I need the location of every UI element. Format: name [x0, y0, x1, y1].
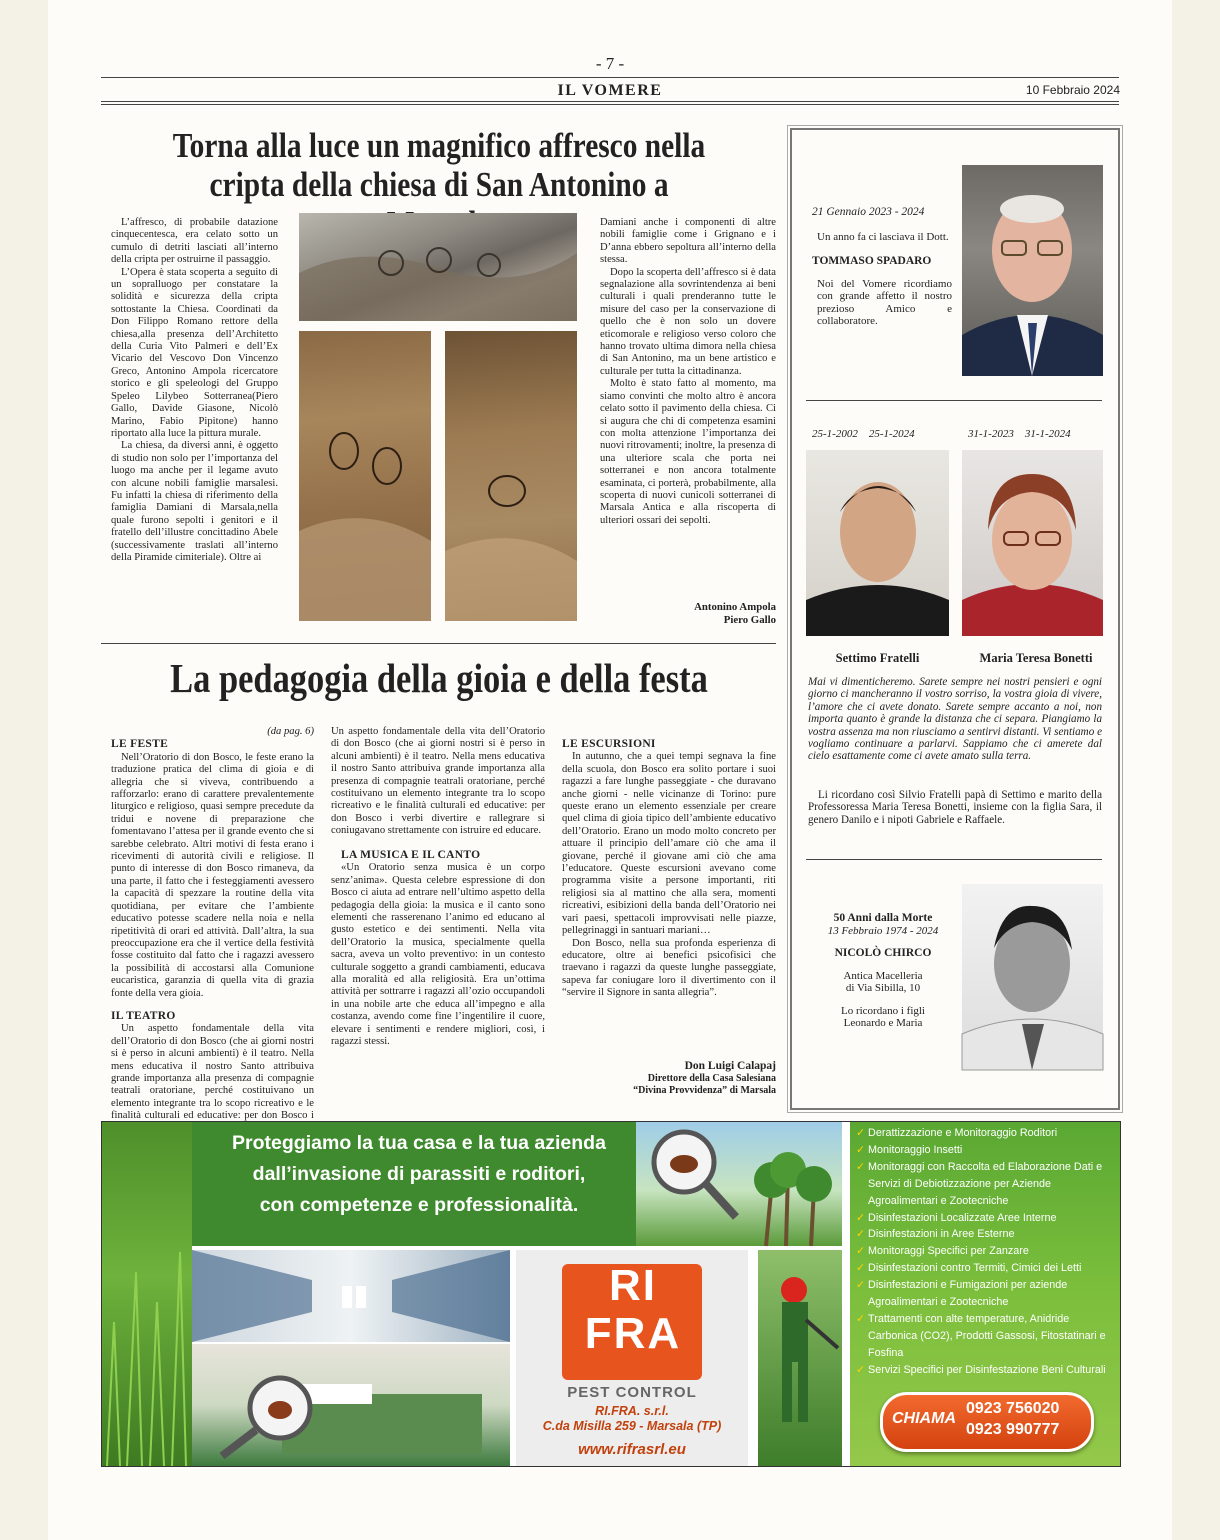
check-icon: ✓: [856, 1261, 866, 1275]
obituary-spadaro: [812, 206, 952, 328]
obituary-dates: 13 Febbraio 1974 - 2024: [827, 924, 939, 937]
pest-worker-image: [758, 1250, 842, 1466]
continued-text: Un aspetto fondamentale della vita dell’Oratorio di don Bosco (che ai giorni nostri si è perso in alcuni ambienti) è il teatro. Nella mens educativa il nostro Santo attribuiva grande importanza alla presenza di compagnie teatrali oratoriane, perché costituivano un elemento integrante tra lo scopo ricreativo e le finalità culturali ed educative: per don Bosco i verbi divertire e rallegrare si coniugavano strettamente con istruire ed educare.: [331, 726, 545, 837]
paragraph: Dopo la scoperta dell’affresco si è data segnalazione alla sovrintendenza ai beni culturali i quali prenderanno tutte le misure del caso per la conservazione di quello che è non solo un dovere eticomorale e religioso verso coloro che hanno trovato ultima dimora nella chiesa di San Antonino, ma un bene artistico e culturale per tutta la cittadinanza.: [600, 266, 776, 377]
service-item: [856, 1362, 1118, 1379]
service-item: [856, 1125, 1118, 1142]
company-website[interactable]: www.rifrasrl.eu: [578, 1441, 686, 1458]
ad-headline-line: con competenze e professionalità.: [259, 1194, 579, 1216]
fresco-detail-image: [445, 331, 577, 621]
portrait-young-man-image: [806, 450, 949, 636]
check-icon: ✓: [856, 1362, 866, 1376]
ad-headline-line: Proteggiamo la tua casa e la tua azienda: [232, 1132, 606, 1154]
check-icon: ✓: [856, 1126, 866, 1139]
service-item: [856, 1243, 1118, 1260]
headline-line: cripta della chiesa di San Antonino a: [209, 165, 669, 205]
paragraph: Un aspetto fondamentale della vita dell’Oratorio di don Bosco (che ai giorni nostri si è perso in alcuni ambienti) è il teatro. Nella mens educativa il nostro Santo attribuiva grande importanza alla presenza di compagnie teatrali oratoriane, perché costituivano un elemento integrante tra lo scopo ricreativo e le finalità culturali ed educative: per don Bosco i: [111, 1023, 314, 1122]
portrait-tommaso-spadaro: [962, 165, 1103, 376]
obituary-text: Lo ricordano i figli: [840, 1004, 925, 1017]
headline-line: Torna alla luce un magnifico affresco nella: [172, 126, 706, 165]
article2-column-2: [331, 726, 545, 1100]
call-label: CHIAMA: [892, 1410, 956, 1427]
palm-trees-image: [636, 1122, 842, 1246]
portrait-settimo-fratelli: [806, 450, 949, 636]
header-rule-top: [101, 77, 1119, 78]
obituary-name: NICOLÒ CHIRCO: [834, 947, 932, 959]
corridor-image: [192, 1250, 510, 1342]
date: 25-1-2024: [868, 428, 915, 440]
service-text: Trattamenti con alte temperature, Anidride Carbonica (CO2), Prodotti Gassosi, Fitostatinari e Fosfina: [868, 1312, 1106, 1359]
paragraph: Don Bosco, nella sua profonda esperienza di educatore, oltre ai benefici psicofisici che traevano i ragazzi da queste lunghe passeggiate, sapeva far coniugare loro il divertimento con il “servire il Signore in santa allegria”.: [562, 937, 776, 999]
portrait-nicolo-chirco: [962, 884, 1103, 1070]
check-icon: ✓: [856, 1210, 866, 1224]
service-item: [856, 1277, 1118, 1311]
subheading: LA MUSICA E IL CANTO: [341, 849, 481, 861]
obituary-chirco: [806, 912, 960, 1030]
services-list: [856, 1125, 1118, 1379]
service-text: Monitoraggio Insetti: [868, 1143, 963, 1156]
ad-headline-line: dall’invasione di parassiti e roditori,: [252, 1163, 586, 1185]
dates-bonetti: [968, 428, 1108, 441]
crypt-arches-image: [299, 213, 577, 321]
date: 25-1-2002: [812, 428, 858, 440]
bedroom-image: [192, 1344, 510, 1466]
caption-settimo: Settimo Fratelli: [835, 651, 920, 665]
obituary-title: 50 Anni dalla Morte: [833, 912, 933, 924]
obituary-divider-2: [806, 859, 1102, 860]
obituary-dates: 21 Gennaio 2023 - 2024: [812, 206, 925, 218]
caption-bonetti: Maria Teresa Bonetti: [979, 651, 1093, 665]
service-item: [856, 1210, 1118, 1227]
article2-column-3: [562, 738, 776, 1052]
header-rule-2: [101, 104, 1119, 105]
grass-image: [102, 1122, 192, 1466]
rifra-logo-subtitle: PEST CONTROL: [567, 1384, 697, 1401]
obituary-text: Noi del Vomere ricordiamo con grande affetto il nostro prezioso Amico e collaboratore.: [817, 277, 952, 327]
check-icon: ✓: [856, 1227, 866, 1241]
phone-number[interactable]: 0923 756020: [966, 1400, 1060, 1417]
phone-numbers: [966, 1398, 1059, 1440]
paragraph: L’affresco, di probabile datazione cinquecentesca, era celato sotto un cumulo di detriti lasciati all’interno della cripta per ostruirne il passaggio.: [111, 217, 278, 266]
paragraph: «Un Oratorio senza musica è un corpo senz’anima». Questa celebre espressione di don Bosco ci aiuta ad entrare nell’ultimo aspetto della pedagogia della gioia: la musica e il canto sono elementi che rasserenano l’animo ed educano al gusto estetico e dei sentimenti. Nella vita dell’Oratorio la musica, specialmente quella sacra, aveva un volto preventivo: in un contesto culturale soggetto a grandi cambiamenti, educava alla moralità ed alla religiosità. Era un’ottima attività per sottrarre i ragazzi all’ozio occupandoli in una nobile arte che educa all’impegno e alla costanza, avendo come fine l’ingentilire il cuore, elevare i sentimenti e rendere migliori, così, i ragazzi stessi.: [331, 862, 545, 1048]
portrait-maria-teresa-bonetti: [962, 450, 1103, 636]
subheading: IL TEATRO: [111, 1009, 176, 1022]
page-number: - 7 -: [595, 54, 625, 73]
service-text: Derattizzazione e Monitoraggio Roditori: [868, 1127, 1058, 1139]
section-divider: [101, 643, 776, 644]
paragraph: Damiani anche i componenti di altre nobili famiglie come i Grignano e i D’anna ebbero sepoltura all’interno della stessa.: [600, 217, 776, 266]
issue-date: 10 Febbraio 2024: [1025, 83, 1120, 97]
continued-from: (da pag. 6): [267, 726, 314, 737]
paragraph: In autunno, che a quei tempi segnava la fine della scuola, don Bosco era solito portare i suoi ragazzi a fare lunghe passeggiate - che duravano anche giorni - nelle vicinanze di Torino: pure queste erano un elemento essenziale per creare quel clima di gioia tipico dell’ambiente educativo dell’Oratorio. Erano un modo molto concreto per attuare il principio dell’amare ciò che ama il giovane, perché il giovane ami ciò che ama l’educatore. Queste escursioni avevano come programma visite a persone importanti, riti religiosi sia al mattino che alla sera, momenti ricreativi, esibizioni della banda dell’Oratorio nei vari paesi, spettacoli improvvisati nelle piazze, pellegrinaggi in santuari mariani…: [562, 751, 776, 937]
subheading: LE ESCURSIONI: [562, 738, 656, 750]
service-text: Monitoraggi Specifici per Zanzare: [868, 1245, 1029, 1258]
fresco-faces-image: [299, 331, 431, 621]
magnifier-bedbug-icon: [192, 1344, 510, 1466]
author-name: Piero Gallo: [723, 614, 776, 626]
header-rule-1: [101, 101, 1119, 102]
author-name: Antonino Ampola: [694, 601, 776, 613]
author-role: Direttore della Casa Salesiana: [647, 1073, 776, 1084]
service-text: Disinfestazioni e Fumigazioni per aziende Agroalimentari e Zootecniche: [868, 1279, 1068, 1309]
logo-line: RI: [609, 1261, 657, 1310]
obituary-name: TOMMASO SPADARO: [812, 255, 932, 267]
article2-headline: La pedagogia della gioia e della festa: [170, 655, 708, 701]
service-item: [856, 1260, 1118, 1277]
obituary-poem: Mai vi dimenticheremo. Sarete sempre nei nostri pensieri e ogni giorno ci mancheranno il vostro sorriso, la vostra gioia di vivere, l’amore che ci avete donato. Sarete sempre accanto a noi, non importa quanto è grande la distanza che ci separa. Piangiamo la vostra assenza ma non riusciamo a sentirvi distanti. Vi sentiamo e vogliamo continuare a parlarvi. Sappiamo che ci amerete dal cielo esattamente come ci avete amato sulla terra.: [808, 676, 1102, 763]
service-text: Monitoraggi con Raccolta ed Elaborazione Dati e Servizi di Debiotizzazione per Aziende Agroalimentari e Zootecniche: [868, 1160, 1103, 1207]
obituary-text: Un anno fa ci lasciava il Dott.: [817, 230, 949, 243]
paragraph: Molto è stato fatto al momento, ma siamo convinti che molto altro è ancora celato sotto il pavimento della chiesa. Ci si augura che chi di competenza esamini con molta attenzione l’importanza dei nuovi ritrovamenti; inoltre, la presenza di una ulteriore scala che porta nei sotterranei e non ancora totalmente esaminata, ci porterà, probabilmente, alla scoperta di nuovi cunicoli sotterranei di Marsala Antica e alla riscoperta di ulteriori ossari dei sepolti.: [600, 378, 776, 526]
worker-spraying-image: [758, 1250, 842, 1466]
author-role: “Divina Provvidenza” di Marsala: [633, 1085, 776, 1096]
hospital-corridor-image: [192, 1250, 510, 1342]
company-address: C.da Misilla 259 - Marsala (TP): [542, 1419, 722, 1433]
service-text: Disinfestazioni in Aree Esterne: [868, 1228, 1015, 1241]
portrait-woman-image: [962, 450, 1103, 636]
service-text: Disinfestazioni contro Termiti, Cimici dei Letti: [868, 1262, 1082, 1275]
obituary-divider-1: [806, 400, 1102, 401]
check-icon: ✓: [856, 1311, 866, 1325]
service-item: [856, 1311, 1118, 1362]
service-text: Servizi Specifici per Disinfestazione Beni Culturali: [868, 1363, 1106, 1376]
company-name: RI.FRA. s.r.l.: [595, 1404, 669, 1418]
service-item: [856, 1142, 1118, 1159]
paragraph: La chiesa, da diversi anni, è oggetto di studio non solo per l’importanza del luogo ma anche per il legame avuto con alcune nobili famiglie marsalesi. Fu infatti la chiesa di riferimento della famiglia Damiani di Marsala,nella quale furono sepolti i genitori e il fratello dell’illustre concittadino Abele (successivamente traslati all’interno della Piramide cimiteriale). Oltre ai: [111, 440, 278, 563]
phone-number[interactable]: 0923 990777: [966, 1421, 1060, 1438]
obituary-text: Antica Macelleria: [843, 969, 923, 982]
grass-blades-image: [102, 1122, 192, 1466]
author-name: Don Luigi Calapaj: [684, 1060, 776, 1072]
rifra-advertisement: [101, 1121, 1121, 1467]
service-text: Disinfestazioni Localizzate Aree Interne: [868, 1211, 1057, 1224]
portrait-bw-man-image: [962, 884, 1103, 1070]
article1-byline: [600, 601, 776, 627]
obituary-text: Leonardo e Maria: [843, 1017, 923, 1029]
paragraph-continued: [331, 726, 545, 837]
article2-byline: [562, 1060, 776, 1097]
service-item: [856, 1159, 1118, 1210]
fresco-photo-right: [445, 331, 577, 621]
article2-column-1: [111, 726, 314, 1122]
date: 31-1-2024: [1024, 428, 1071, 440]
obituary-remembrance: Li ricordano così Silvio Fratelli papà di Settimo e marito della Professoressa Maria Teresa Bonetti, insieme con la figlia Sara, il genero Danilo e i nipoti Gabriele e Raffaele.: [808, 789, 1102, 826]
portrait-man-glasses-image: [962, 165, 1103, 376]
subheading: LE FESTE: [111, 738, 169, 751]
check-icon: ✓: [856, 1142, 866, 1156]
logo-line: FRA: [584, 1309, 682, 1358]
rifra-company-info: [516, 1404, 748, 1457]
article1-column-2: [600, 217, 776, 595]
paragraph: L’Opera è stata scoperta a seguito di un sopralluogo per constatare la solidità e sicurezza della cripta sottostante la Chiesa. Coordinati da Don Filippo Romano rettore della chiesa,alla presenza dell’Architetto della Curia Vito Palmeri e dell’Ex Vicario del Vescovo Don Vincenzo Greco, Antonino Ampola ricercatore storico e gli speleologi del Gruppo Speleo Lilybeo Sotterranea(Piero Gallo, Davide Giasone, Nicolò Marino, Fabio Pipitone) hanno riportato alla luce la pittura murale.: [111, 266, 278, 439]
check-icon: ✓: [856, 1278, 866, 1292]
crypt-photo-top: [299, 213, 577, 321]
rifra-logo-text: [568, 1262, 698, 1358]
check-icon: ✓: [856, 1159, 866, 1173]
service-item: [856, 1226, 1118, 1243]
ad-headline: [192, 1128, 646, 1221]
paragraph: Nell’Oratorio di don Bosco, le feste erano la traduzione pratica del clima di gioia e di allegria che si viveva, contribuendo a rafforzarlo: erano di carattere prevalentemente liturgico e religioso, quasi sempre precedute da tridui e novene di preparazione che fomentavano l’attesa per il grande evento che si sarebbe celebrato. Altri motivi di festa erano i ricevimenti di autorità civili e religiose. Il punto di interesse di don Bosco rimaneva, da una parte, il fatto che i festeggiamenti avessero la capacità di spezzare la routine della vita quotidiana, per evitare che l’ambiente educativo potesse scadere nella noia e nella ripetitività di orari ed attività. Dall’altra, la sua preoccupazione era che il vertice della festività fosse costituito dal fatto che i ragazzi avessero la possibilità di accostarsi alla Comunione eucaristica, garanzia di quella vita di grazia fonte della vera gioia.: [111, 751, 314, 999]
fresco-photo-left: [299, 331, 431, 621]
check-icon: ✓: [856, 1244, 866, 1258]
article1-column-1: [111, 217, 278, 627]
obituary-text: di Via Sibilla, 10: [845, 982, 921, 994]
magnifier-weevil-icon: [636, 1122, 842, 1246]
dates-settimo: [812, 428, 952, 441]
masthead: IL VOMERE: [557, 82, 663, 99]
date: 31-1-2023: [968, 428, 1014, 440]
